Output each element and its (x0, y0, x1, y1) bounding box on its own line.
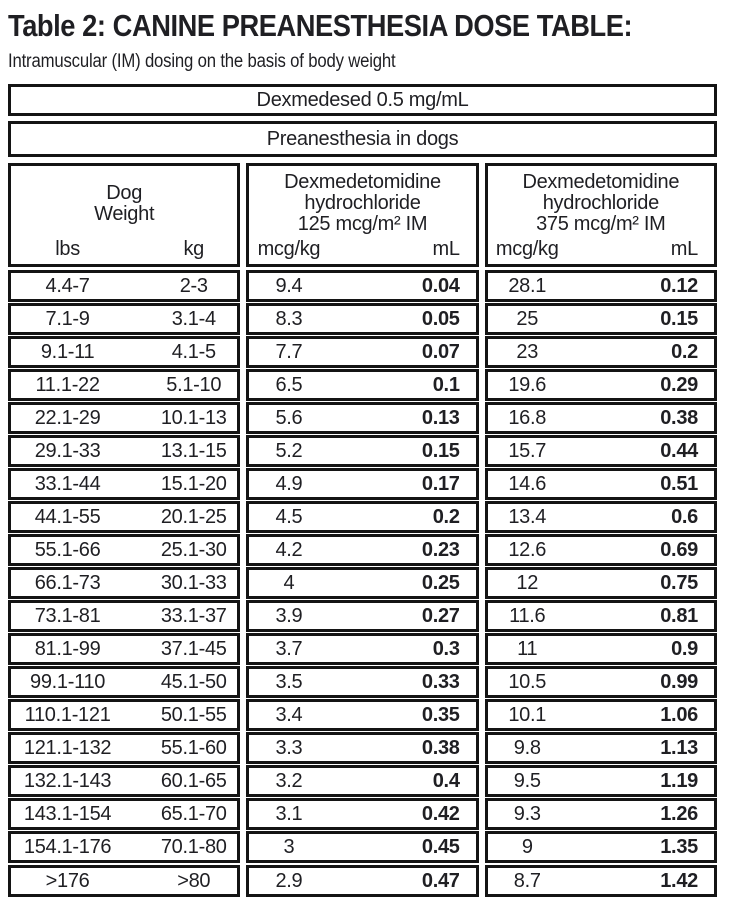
cell-375-ml: 1.26 (660, 802, 698, 825)
cell-375-ml: 0.81 (660, 604, 698, 627)
header-group-dose-125 (246, 163, 478, 267)
cell-125-ml: 0.04 (421, 274, 460, 297)
row-dose125-cells (246, 567, 478, 599)
cell-lbs: 22.1-29 (34, 406, 101, 429)
sub-label-mcg-per-kg-375: mcg/kg (495, 238, 559, 260)
page-subtitle: Intramuscular (IM) dosing on the basis of body weight (8, 51, 396, 72)
row-weight-cells (8, 402, 240, 434)
cell-375-ml: 1.06 (660, 703, 698, 726)
cell-125-mcgkg: 3.2 (275, 769, 303, 792)
table-row (8, 402, 717, 434)
row-dose125-cells (246, 831, 478, 863)
cell-kg: 13.1-15 (160, 439, 227, 462)
table-row (8, 831, 717, 863)
row-weight-cells (8, 666, 240, 698)
cell-kg: 30.1-33 (160, 571, 227, 594)
cell-375-ml: 0.51 (660, 472, 698, 495)
cell-lbs: 73.1-81 (34, 604, 101, 627)
cell-kg: 65.1-70 (160, 802, 227, 825)
cell-kg: 3.1-4 (171, 307, 216, 330)
cell-375-mcgkg: 8.7 (513, 869, 541, 892)
cell-125-ml: 0.2 (432, 505, 460, 528)
sub-label-ml-375: mL (670, 238, 698, 260)
cell-kg: 2-3 (179, 274, 208, 297)
row-dose375-cells (485, 798, 717, 830)
cell-375-mcgkg: 19.6 (508, 373, 547, 396)
cell-125-ml: 0.05 (421, 307, 460, 330)
cell-125-mcgkg: 2.9 (275, 869, 303, 892)
cell-125-ml: 0.17 (421, 472, 460, 495)
cell-lbs: 33.1-44 (34, 472, 101, 495)
cell-lbs: 55.1-66 (34, 538, 101, 561)
table-row (8, 534, 717, 566)
row-dose375-cells (485, 336, 717, 368)
banner-drug-concentration: Dexmedesed 0.5 mg/mL (8, 84, 717, 116)
row-dose375-cells (485, 633, 717, 665)
row-dose125-cells (246, 699, 478, 731)
cell-375-ml: 1.35 (660, 835, 698, 858)
table-row (8, 336, 717, 368)
row-dose125-cells (246, 303, 478, 335)
cell-125-mcgkg: 3.4 (275, 703, 303, 726)
cell-375-ml: 0.75 (660, 571, 698, 594)
cell-375-mcgkg: 9.5 (513, 769, 541, 792)
cell-125-mcgkg: 4.9 (275, 472, 303, 495)
row-dose375-cells (485, 865, 717, 897)
cell-125-mcgkg: 3.3 (275, 736, 303, 759)
cell-125-ml: 0.25 (421, 571, 460, 594)
row-dose125-cells (246, 798, 478, 830)
row-dose375-cells (485, 765, 717, 797)
table-row (8, 501, 717, 533)
row-weight-cells (8, 567, 240, 599)
cell-kg: 10.1-13 (160, 406, 227, 429)
cell-375-ml: 0.69 (660, 538, 698, 561)
header-title-dose-125: Dexmedetomidine hydrochloride 125 mcg/m² IM (284, 171, 441, 235)
table-row (8, 600, 717, 632)
table-row (8, 303, 717, 335)
cell-lbs: 110.1-121 (24, 703, 111, 726)
row-weight-cells (8, 435, 240, 467)
cell-lbs: >176 (45, 869, 90, 892)
row-dose375-cells (485, 468, 717, 500)
row-dose375-cells (485, 270, 717, 302)
row-weight-cells (8, 468, 240, 500)
cell-kg: 70.1-80 (160, 835, 227, 858)
row-weight-cells (8, 270, 240, 302)
cell-375-mcgkg: 10.5 (508, 670, 547, 693)
header-title-dose-375: Dexmedetomidine hydrochloride 375 mcg/m² IM (522, 171, 680, 235)
row-dose125-cells (246, 501, 478, 533)
cell-375-mcgkg: 10.1 (508, 703, 547, 726)
row-dose375-cells (485, 435, 717, 467)
banner-indication: Preanesthesia in dogs (8, 121, 717, 157)
header-title-dog-weight: Dog Weight (94, 181, 155, 225)
cell-125-ml: 0.35 (421, 703, 460, 726)
cell-375-mcgkg: 12.6 (508, 538, 547, 561)
cell-125-ml: 0.15 (421, 439, 460, 462)
cell-lbs: 132.1-143 (23, 769, 112, 792)
cell-125-mcgkg: 5.2 (275, 439, 303, 462)
cell-125-mcgkg: 4 (283, 571, 295, 594)
row-dose125-cells (246, 336, 478, 368)
cell-375-ml: 1.13 (660, 736, 698, 759)
row-dose125-cells (246, 765, 478, 797)
row-weight-cells (8, 303, 240, 335)
row-dose125-cells (246, 369, 478, 401)
row-dose375-cells (485, 501, 717, 533)
dose-table (8, 84, 717, 897)
row-dose375-cells (485, 303, 717, 335)
row-dose125-cells (246, 666, 478, 698)
header-subrow-dose-375 (488, 239, 714, 260)
cell-lbs: 44.1-55 (34, 505, 101, 528)
row-dose125-cells (246, 402, 478, 434)
cell-125-mcgkg: 6.5 (275, 373, 303, 396)
cell-125-mcgkg: 3.5 (275, 670, 303, 693)
cell-375-mcgkg: 9.3 (513, 802, 541, 825)
cell-375-mcgkg: 13.4 (508, 505, 547, 528)
header-subrow-weight (11, 239, 237, 260)
cell-125-ml: 0.07 (421, 340, 460, 363)
cell-125-mcgkg: 4.2 (275, 538, 303, 561)
cell-125-ml: 0.42 (421, 802, 460, 825)
cell-125-mcgkg: 7.7 (275, 340, 303, 363)
cell-kg: 25.1-30 (160, 538, 227, 561)
row-dose375-cells (485, 831, 717, 863)
row-dose375-cells (485, 666, 717, 698)
row-weight-cells (8, 865, 240, 897)
table-row (8, 468, 717, 500)
cell-125-mcgkg: 9.4 (275, 274, 303, 297)
cell-375-ml: 0.38 (660, 406, 698, 429)
cell-375-mcgkg: 23 (516, 340, 539, 363)
cell-kg: >80 (177, 869, 211, 892)
cell-375-ml: 0.15 (660, 307, 698, 330)
cell-375-ml: 0.9 (671, 637, 698, 660)
cell-375-ml: 0.12 (660, 274, 698, 297)
cell-375-mcgkg: 16.8 (508, 406, 547, 429)
row-dose125-cells (246, 600, 478, 632)
row-dose125-cells (246, 865, 478, 897)
cell-lbs: 81.1-99 (34, 637, 101, 660)
sub-label-kg: kg (183, 238, 204, 260)
row-weight-cells (8, 831, 240, 863)
row-dose125-cells (246, 270, 478, 302)
cell-lbs: 11.1-22 (35, 373, 100, 396)
table-row (8, 765, 717, 797)
cell-375-mcgkg: 11.6 (509, 604, 546, 627)
cell-kg: 33.1-37 (160, 604, 227, 627)
cell-125-ml: 0.27 (421, 604, 460, 627)
cell-375-ml: 0.2 (671, 340, 698, 363)
row-weight-cells (8, 732, 240, 764)
cell-kg: 45.1-50 (160, 670, 227, 693)
cell-125-ml: 0.23 (421, 538, 460, 561)
row-dose125-cells (246, 534, 478, 566)
sub-label-mcg-per-kg-125: mcg/kg (257, 238, 321, 260)
cell-kg: 55.1-60 (160, 736, 227, 759)
row-weight-cells (8, 765, 240, 797)
cell-375-mcgkg: 11 (517, 637, 538, 660)
cell-375-ml: 1.19 (660, 769, 698, 792)
table-header-row (8, 163, 717, 267)
table-row (8, 798, 717, 830)
cell-375-mcgkg: 12 (516, 571, 539, 594)
row-dose375-cells (485, 567, 717, 599)
cell-125-mcgkg: 3.1 (275, 802, 303, 825)
table-row (8, 435, 717, 467)
page-title: Table 2: CANINE PREANESTHESIA DOSE TABLE: (8, 8, 633, 43)
cell-125-mcgkg: 5.6 (275, 406, 303, 429)
cell-375-mcgkg: 28.1 (508, 274, 547, 297)
cell-lbs: 4.4-7 (45, 274, 90, 297)
row-weight-cells (8, 501, 240, 533)
cell-lbs: 7.1-9 (45, 307, 90, 330)
table-row (8, 369, 717, 401)
cell-375-mcgkg: 15.7 (508, 439, 547, 462)
cell-125-ml: 0.3 (432, 637, 460, 660)
row-weight-cells (8, 600, 240, 632)
cell-375-mcgkg: 9 (521, 835, 533, 858)
cell-375-mcgkg: 9.8 (513, 736, 541, 759)
cell-125-ml: 0.4 (432, 769, 460, 792)
row-dose375-cells (485, 402, 717, 434)
cell-125-ml: 0.13 (421, 406, 460, 429)
row-weight-cells (8, 336, 240, 368)
cell-kg: 37.1-45 (160, 637, 227, 660)
cell-lbs: 9.1-11 (40, 340, 95, 363)
cell-125-ml: 0.1 (432, 373, 460, 396)
cell-125-ml: 0.45 (421, 835, 460, 858)
cell-375-mcgkg: 14.6 (508, 472, 547, 495)
cell-125-ml: 0.38 (421, 736, 460, 759)
cell-375-ml: 0.44 (660, 439, 698, 462)
row-weight-cells (8, 699, 240, 731)
table-row (8, 270, 717, 302)
cell-kg: 50.1-55 (160, 703, 227, 726)
cell-lbs: 154.1-176 (23, 835, 112, 858)
row-weight-cells (8, 798, 240, 830)
row-dose125-cells (246, 435, 478, 467)
cell-lbs: 99.1-110 (30, 670, 106, 693)
row-dose375-cells (485, 699, 717, 731)
row-weight-cells (8, 369, 240, 401)
cell-kg: 5.1-10 (166, 373, 222, 396)
cell-375-ml: 1.42 (660, 869, 698, 892)
row-weight-cells (8, 534, 240, 566)
cell-lbs: 143.1-154 (23, 802, 112, 825)
cell-125-mcgkg: 3.9 (275, 604, 303, 627)
row-dose375-cells (485, 600, 717, 632)
cell-375-ml: 0.99 (660, 670, 698, 693)
row-dose125-cells (246, 468, 478, 500)
table-row (8, 865, 717, 897)
sub-label-ml-125: mL (432, 238, 460, 260)
cell-125-mcgkg: 3 (283, 835, 295, 858)
cell-125-mcgkg: 4.5 (275, 505, 303, 528)
cell-375-ml: 0.6 (671, 505, 698, 528)
cell-lbs: 121.1-132 (23, 736, 112, 759)
row-dose125-cells (246, 732, 478, 764)
table-row (8, 732, 717, 764)
cell-125-mcgkg: 3.7 (275, 637, 303, 660)
cell-kg: 4.1-5 (171, 340, 216, 363)
table-row (8, 567, 717, 599)
row-dose375-cells (485, 732, 717, 764)
row-dose375-cells (485, 369, 717, 401)
table-row (8, 633, 717, 665)
table-row (8, 666, 717, 698)
cell-125-mcgkg: 8.3 (275, 307, 303, 330)
cell-375-ml: 0.29 (660, 373, 698, 396)
header-subrow-dose-125 (249, 239, 475, 260)
cell-kg: 15.1-20 (160, 472, 227, 495)
cell-kg: 60.1-65 (160, 769, 227, 792)
cell-125-ml: 0.47 (421, 869, 460, 892)
row-weight-cells (8, 633, 240, 665)
sub-label-lbs: lbs (55, 238, 80, 260)
row-dose125-cells (246, 633, 478, 665)
cell-375-mcgkg: 25 (516, 307, 539, 330)
cell-lbs: 29.1-33 (34, 439, 101, 462)
header-group-dose-375 (485, 163, 717, 267)
table-row (8, 699, 717, 731)
cell-125-ml: 0.33 (421, 670, 460, 693)
table-body (8, 270, 717, 897)
header-group-dog-weight (8, 163, 240, 267)
cell-kg: 20.1-25 (160, 505, 227, 528)
row-dose375-cells (485, 534, 717, 566)
cell-lbs: 66.1-73 (34, 571, 101, 594)
